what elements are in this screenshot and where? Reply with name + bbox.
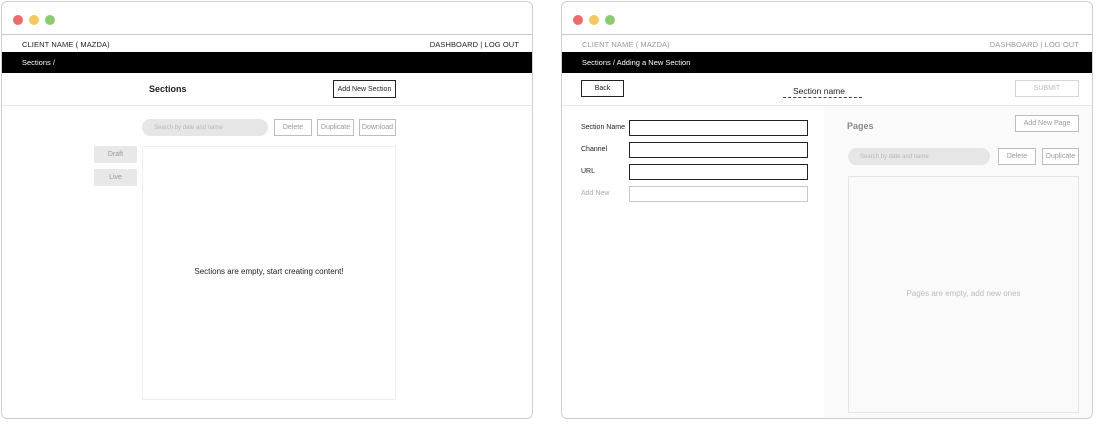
- maximize-window-icon[interactable]: [45, 15, 55, 25]
- channel-label: Channel: [581, 146, 608, 153]
- minimize-window-icon[interactable]: [29, 15, 39, 25]
- section-name-heading[interactable]: Section name: [783, 86, 862, 98]
- client-name: CLIENT NAME ( MAZDA): [582, 40, 670, 49]
- maximize-window-icon[interactable]: [605, 15, 615, 25]
- url-input[interactable]: [629, 164, 808, 180]
- title-bar: [562, 2, 1092, 35]
- top-nav: [2, 35, 532, 52]
- back-button[interactable]: Back: [581, 80, 624, 97]
- channel-input[interactable]: [629, 142, 808, 158]
- top-nav: [562, 35, 1092, 52]
- minimize-window-icon[interactable]: [589, 15, 599, 25]
- pages-panel: [824, 106, 1092, 418]
- url-label: URL: [581, 168, 596, 175]
- add-new-label[interactable]: Add New: [581, 190, 610, 197]
- pages-title: Pages: [847, 121, 874, 131]
- tab-draft[interactable]: Draft: [94, 146, 137, 163]
- client-name: CLIENT NAME ( MAZDA): [22, 40, 110, 49]
- page-header: [2, 74, 532, 106]
- breadcrumb-bar: [2, 52, 532, 73]
- search-input[interactable]: Search by date and name: [142, 119, 268, 136]
- empty-state-message: Sections are empty, start creating content!: [194, 267, 344, 276]
- breadcrumb-bar: [562, 52, 1092, 73]
- close-window-icon[interactable]: [573, 15, 583, 25]
- tab-live[interactable]: Live: [94, 169, 137, 186]
- duplicate-button[interactable]: Duplicate: [317, 119, 354, 136]
- pages-search-input[interactable]: Search by date and name: [848, 148, 990, 165]
- close-window-icon[interactable]: [13, 15, 23, 25]
- section-name-label: Section Name: [581, 124, 625, 131]
- sections-window: [1, 1, 533, 419]
- breadcrumb[interactable]: Sections / Adding a New Section: [582, 58, 691, 67]
- download-button[interactable]: Download: [359, 119, 396, 136]
- section-name-input[interactable]: [629, 120, 808, 136]
- page-header: [562, 74, 1092, 106]
- pages-duplicate-button[interactable]: Duplicate: [1042, 148, 1079, 165]
- sections-list-panel: [142, 146, 396, 400]
- add-new-section-button[interactable]: Add New Section: [333, 80, 396, 98]
- submit-button[interactable]: SUBMIT: [1015, 80, 1079, 97]
- add-section-window: [561, 1, 1093, 419]
- breadcrumb[interactable]: Sections /: [22, 58, 55, 67]
- page-title: Sections: [149, 84, 187, 94]
- pages-list-panel: [848, 176, 1079, 413]
- pages-empty-message: Pages are empty, add new ones: [906, 289, 1021, 298]
- add-new-page-button[interactable]: Add New Page: [1015, 115, 1079, 132]
- delete-button[interactable]: Delete: [274, 119, 312, 136]
- dashboard-logout-links[interactable]: DASHBOARD | LOG OUT: [429, 40, 519, 49]
- pages-delete-button[interactable]: Delete: [998, 148, 1036, 165]
- title-bar: [2, 2, 532, 35]
- dashboard-logout-links[interactable]: DASHBOARD | LOG OUT: [989, 40, 1079, 49]
- add-new-input[interactable]: [629, 186, 808, 202]
